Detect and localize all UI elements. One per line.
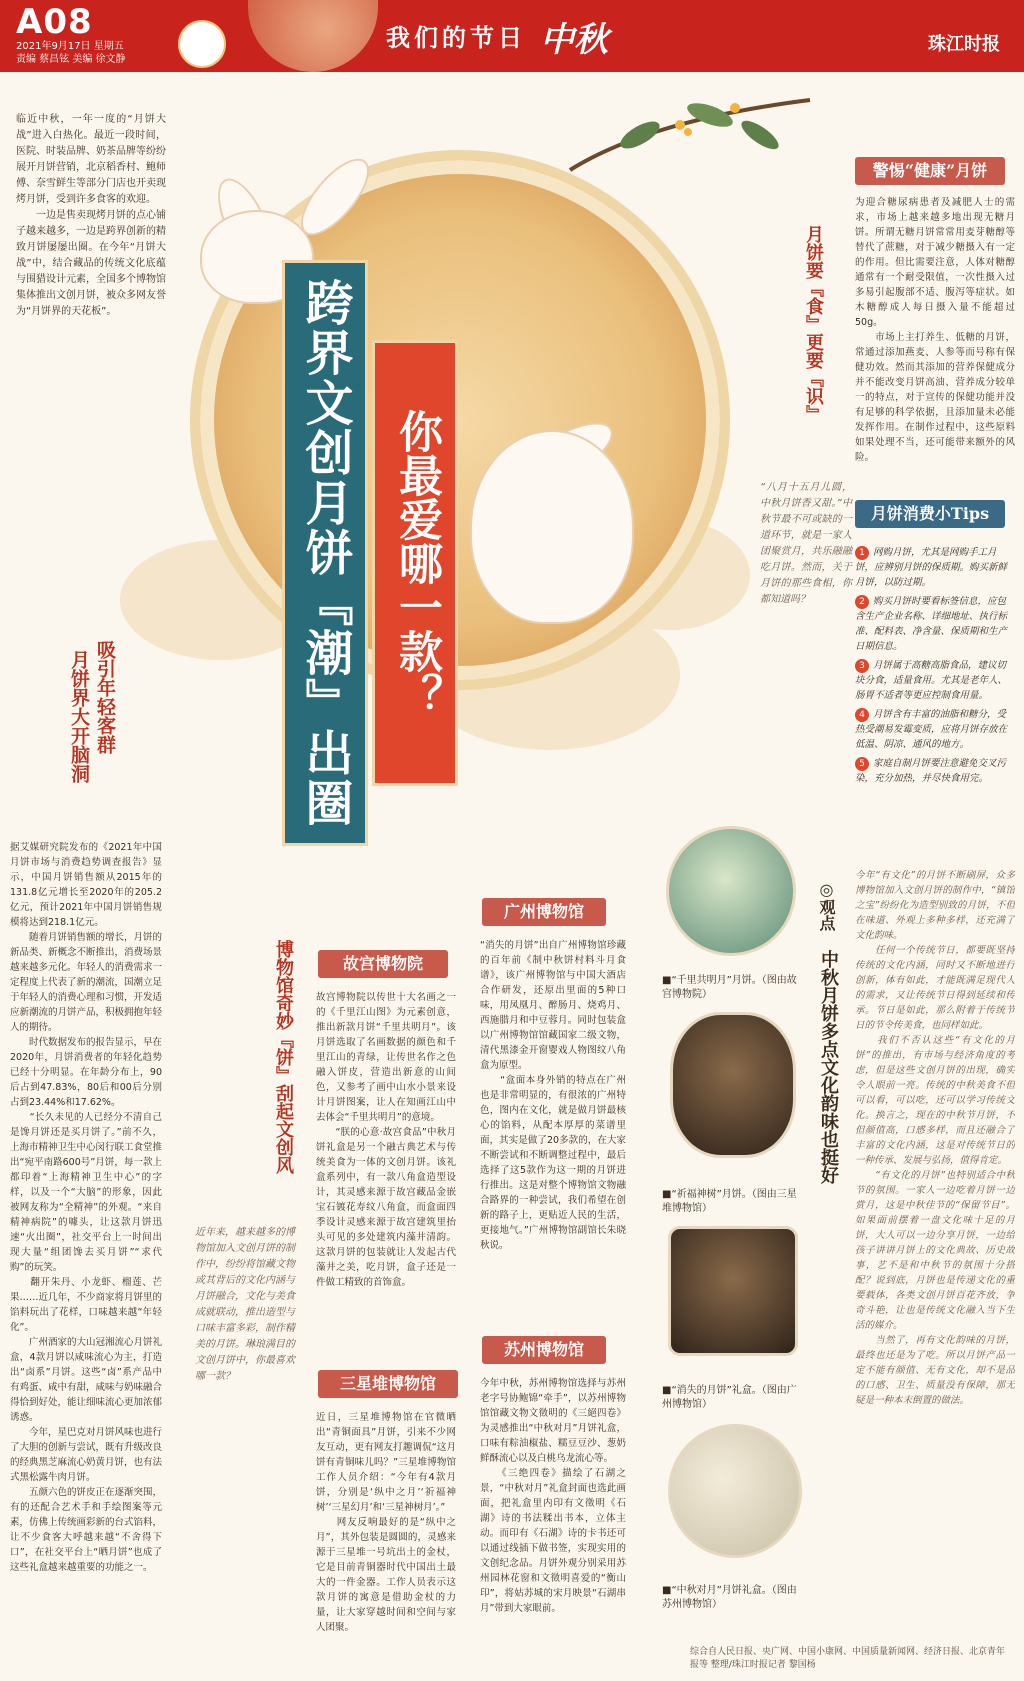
suzhou-text: 今年中秋，苏州博物馆选择与苏州老字号协鲍锦“牵手”，以苏州博物馆馆藏文物文徵明的《三絕四卷》为灵感推出“中秋对月”月饼礼盒，口味有粽油椒盐、糯豆豆沙、葱奶鲜酥流心以及白桃乌龙流心等。 《三绝四卷》描绘了石湖之景，“中秋对月”礼盒封面也选此画面，把礼盒里内印有文徵明《石湖》诗的书法糅出书本，立体主动。而印有《石湖》诗的卡书还可以通过线插下做书签，实现实用的文创纪念品。月饼外观分别采用苏州园林花窗和文徵明喜爱的“衡山印”，将姑苏城的宋月映景“石湖串月”带到大家眼前。 xyxy=(480,1378,626,1614)
opinion-text: 今年“有文化”的月饼不断刷屏，众多博物馆加入文创月饼的制作中，“镇馆之宝”纷纷化为造型别致的月饼，不但在味道、外观上多种多样，还充满了文化韵味。 任何一个传统节日，都要既坚持传统的文化内涵，同时又不断地进行创新，体有如此，才能既满足现代人的需求，又让传统节日得到延续和传承。节日是如此，那么附着于传统节日的节令传美食，也同样如此。 我们不否认这些“有文化的月饼”的推出，有市场与经济角度的考虑，但是这些文创月饼的出现，确实令人眼前一亮。传统的中秋美食不但可以看，可以吃，还可以学习传统文化。换言之，现在的中秋节月饼，不但颜值高，口感多样，而且还融合了丰富的文化内涵，这是对传统节日的一种传承、发展与弘扬，值得肯定。 “有文化的月饼”也特别适合中秋节的氛围。一家人一边吃着月饼一边赏月，这是中秋佳节的“保留节目”。如果面前摆着一盘文化味十足的月饼，大人可以一边分享月饼，一边给孩子讲讲月饼上的文化典故、历史故事，艺不是和中秋节的氛围十分搭配？说到底，月饼也是传递文化的重要载体，各类文创月饼百花齐放，争奇斗艳，让也是传统文化融入当下生活的媒介。 当然了，再有文化韵味的月饼，最终也还是为了吃。所以月饼产品一定不能有颜值、无有文化，却不是品的口感、卫生、质量没有保障，那无疑是一种本末倒置的做法。 xyxy=(855,870,1015,1406)
museum-title: 博物馆奇妙『饼』刮起文创风 xyxy=(273,940,294,1174)
section-title-suzhou: 苏州博物馆 xyxy=(482,1336,606,1364)
editors: 责编 蔡昌铉 美编 徐文静 xyxy=(16,54,126,65)
mooncake-photo-sanxingdui xyxy=(670,1012,796,1158)
palace-text: 故宫博物院以传世十大名画之一的《千里江山图》为元素创意，推出新款月饼“千里共明月”。该月饼选取了名画数据的颜色和千里江山的青绿，让传世名作之色融入饼皮，营造出新意的山间色，又参考了画中山水小景来设计月饼图案，让人在知画江山中去体会“千里共明月”的意境。 “朕的心意·故宫食品”中秋月饼礼盒是另一个融古典艺术与传统美食为一体的文创月饼。该礼盒系列中，有一款八角盒造型设计，其灵感来源于故宫藏品金嵌宝石镀花寿纹八角盒，而盒面四季设计灵感来源于故宫建筑里抬头可见的多处建筑内藻井清韵。这款月饼的包装就让人发起古代藻井之美，吃月饼，盒子还是一件做工精致的首饰盒。 xyxy=(316,992,456,1288)
tip-number-badge: 4 xyxy=(855,708,869,722)
tip-item: 3 月饼属于高糖高脂食品，建议切块分食，适量食用。尤其是老年人、肠胃不适者等更应控制食用量。 xyxy=(855,660,1008,701)
rabbit-icon xyxy=(470,430,634,624)
column-title: 我们的节日 xyxy=(386,23,526,52)
issue-date: 2021年9月17日 星期五 xyxy=(16,41,124,52)
mooncake-photo-palace xyxy=(666,826,796,956)
mooncake-photo-guangzhou xyxy=(668,1226,798,1356)
side-title-1: 吸引年轻客群 xyxy=(94,640,116,754)
opinion-tag: ◎观点 xyxy=(817,880,836,931)
tip-item: 1 网购月饼，尤其是网购手工月饼，应辨别月饼的保质期。购买新鲜月饼，以防过期。 xyxy=(855,547,1008,588)
main-headline: 跨界文创月饼『潮』出圈 xyxy=(282,260,368,846)
tip-item: 4 月饼含有丰富的油脂和糖分，受热受潮易发霉变质，应将月饼存放在低温、阴凉、通风的地方。 xyxy=(855,709,1008,750)
tip-item: 5 家庭自制月饼要注意避免交叉污染，充分加热，并尽快食用完。 xyxy=(855,758,1007,784)
tip-number-badge: 3 xyxy=(855,659,869,673)
intro-text: 临近中秋，一年一度的“月饼大战”进入白热化。最近一段时间，医院、时装品牌、奶茶品牌等纷纷展开月饼营销，北京稻香村、鲍师傅、奈雪鲜生等部分门店也开卖现烤月饼，受到许多食客的欢迎。 一边是售卖现烤月饼的点心铺子越来越多，一边是跨界创新的精致月饼屡屡出圈。在今年“月饼大战”中，结合藏品的传统文化底蕴与围猎设计元素，全国多个博物馆集体推出文创月饼，被众多网友誉为“月饼界的天花板”。 xyxy=(16,114,166,317)
tip-number-badge: 5 xyxy=(855,757,869,771)
museum-intro: 近年来，越来越多的博物馆加入文创月饼的制作中，纷纷将馆藏文物或其背后的文化内涵与月饼融合，文化与美食成就联动，推出造型与口味丰富多彩，制作精美的月饼。琳琅满目的文创月饼中，你最喜欢哪一款？ xyxy=(195,1227,295,1382)
quote-text: “八月十五月儿圆，中秋月饼香又甜。”中秋节最不可或缺的一道环节，就是一家人团聚赏月，共乐融融吃月饼。然而，关于月饼的那些食相，你都知道吗？ xyxy=(760,482,852,605)
tip-number-badge: 2 xyxy=(855,595,869,609)
section-title-sanxingdui: 三星堆博物馆 xyxy=(318,1370,458,1398)
osmanthus-branch-icon xyxy=(560,80,820,190)
section-title-tips: 月饼消费小Tips xyxy=(855,500,1005,528)
tip-item: 2 购买月饼时要看标签信息，应包含生产企业名称、详细地址、执行标准、配料表、净含量、保质期和生产日期信息。 xyxy=(855,596,1008,652)
source-credit: 综合自人民日报、央广网、中国小康网、中国质量新闻网、经济日报、北京青年报等 整理/珠江时报记者 黎国杨 xyxy=(690,1647,1006,1670)
side-title-right: 月饼要『食』更要『识』 xyxy=(803,225,824,423)
sub-headline: 你最爱哪一款？ xyxy=(372,340,458,786)
guangzhou-text: “消失的月饼”出自广州博物馆珍藏的百年前《制中秋饼村料斗月食谱》，该广州博物馆与中国大酒店合作研发，还原出里面的5种口味，用凤凰月、醉肠月、烧鸡月、西施腊月和中豆蓉月。同时包装盒以广州博物馆馆藏国家二级文物，清代黑漆金开窗婴戏人物图纹八角盒为原型。 “盒面本身外销的特点在广州也是非常明显的，有很浓的广州特色，图内在文化，就是做月饼最核心的馅料，从配本厚厚的菜谱里面，其实是做了20多款的，在大家不断尝试和不断调整过程中，最后选择了这5款作为这一期的月饼进行推出。这是对整个博物馆文物融合路界的一种尝试，我们希望在创新的路子上，更贴近人民的生活，更接地气。”广州博物馆副馆长朱晓秋说。 xyxy=(480,940,626,1251)
newspaper-name: 珠江时报 xyxy=(928,34,1000,55)
caption-suzhou: ■“中秋对月”月饼礼盒。（图由苏州博物馆） xyxy=(662,1585,797,1610)
side-title-2: 月饼界大开脑洞 xyxy=(68,650,90,783)
warning-text: 为迎合糖尿病患者及减肥人士的需求，市场上越来越多地出现无糖月饼。所谓无糖月饼常常用麦芽糖醇等替代了蔗糖，对于减少糖摄入有一定的作用。但比需要注意，人体对糖醇通常有一个耐受限值，一次性摄入过多易引起腹部不适、腹泻等症状。如木糖醇成人每日摄入量不能超过50g。 市场上主打养生、低糖的月饼，常通过添加燕麦、人参等而号称有保健功效。然而其添加的营养保健成分并不能改变月饼高油、营养成分较单一的特点，对于宣传的保健功能并没有足够的科学依据，且添加量未必能发挥作用。在制作过程中，这些原料如果处理不当，还可能带来额外的风险。 xyxy=(855,197,1015,463)
section-title-palace: 故宫博物院 xyxy=(318,950,448,978)
page-number: A08 xyxy=(16,2,93,42)
civilization-logo-icon xyxy=(178,20,226,68)
caption-guangzhou: ■“消失的月饼”礼盒。（图由广州博物馆） xyxy=(662,1385,797,1410)
header-meta xyxy=(16,40,126,66)
tips-list xyxy=(855,545,1015,790)
opinion-title: 中秋月饼多点文化韵味也挺好 xyxy=(818,950,839,1184)
festival-title: 中秋 xyxy=(540,20,608,60)
left-article: 据艾媒研究院发布的《2021年中国月饼市场与消费趋势调查报告》显示，中国月饼销售额从2015年的131.8亿元增长至2020年的205.2亿元，预计2021年中国月饼销售规模将达到218.1亿元。 随着月饼销售额的增长，月饼的新品类、新概念不断推出，消费场景越来越多元化。年轻人的消费需求一定程度上代表了新的潮流，国潮立足于年轻人的消费心理和习惯，开发适应新潮流的月饼产品，积极拥抱年轻人的期待。 时代数据发布的报告显示，早在2020年，月饼消费者的年轻化趋势已经十分明显。在年龄分布上，90后占到47.83%，80后和00后分别占到23.44%和17.62%。 “长久未见的人已经分不清自己是馋月饼还是买月饼了。”前不久，上海市精神卫生中心闵行联工食堂推出“宛平南路600号”月饼，每一款上都印着“上海精神卫生中心”的字样，以及一个“大脑”的形象，因此被网友称为“全精神”的外观。“来自精神病院”的噱头，让这款月饼迅速“火出圈”，社交平台上一时间出现大量“组团馋去买月饼”“求代购”的玩笑。 翻开朱丹、小龙虾、榴莲、芒果……近几年，不少商家将月饼里的馅料玩出了花样，口味越来越“年轻化”。 广州酒家的大山冠湘流心月饼礼盒，4款月饼以咸味流心为主，打造出“卤系”月饼。这些“卤”系产品中有鸡蛋、咸中有甜，咸味与奶味融合得恰到好处，能让细味流心更加浓郁诱惑。 今年，星巴克对月饼风味也进行了大胆的创新与尝试，既有升级改良的经典黑芝麻流心奶黄月饼，也有法式黑松露牛肉月饼。 五颜六色的饼皮正在逐渐突围，有的还配合艺术手和手绘图案等元素，仿佛上传统画彩新的台式馅料，让不少食客大呼越来越“不舍得下口”，在社交平台上“晒月饼”也成了这些礼盒越来越重要的功能之一。 xyxy=(10,842,162,1573)
section-title-guangzhou: 广州博物馆 xyxy=(482,898,606,926)
section-title-warning: 警惕“健康”月饼 xyxy=(855,157,1005,185)
mooncake-photo-suzhou xyxy=(668,1424,802,1558)
caption-palace: ■“千里共明月”月饼。（图由故宫博物院） xyxy=(662,975,797,1000)
sanxingdui-text: 近日，三星堆博物馆在官微晒出“青铜面具”月饼，引来不少网友互动，更有网友打趣调侃“这月饼有青铜味儿吗？”三星堆博物馆工作人员介绍：“今年有4款月饼，分别是‘纵中之月’‘祈福神树’‘三星幻月’和‘三星神树月’。” 网友反响最好的是“纵中之月”，其外包装是圆圆的，灵感来源于三星堆一号坑出土的金杖，它是目前青铜器时代中国出土最大的一件金器。工作人员表示这款月饼的寓意是借助金杖的力量，让大家穿越时间和空间与家人团聚。 xyxy=(316,1412,456,1633)
caption-sanxingdui: ■“祈福神树”月饼。（图由三星堆博物馆） xyxy=(662,1189,797,1214)
tip-number-badge: 1 xyxy=(855,546,869,560)
